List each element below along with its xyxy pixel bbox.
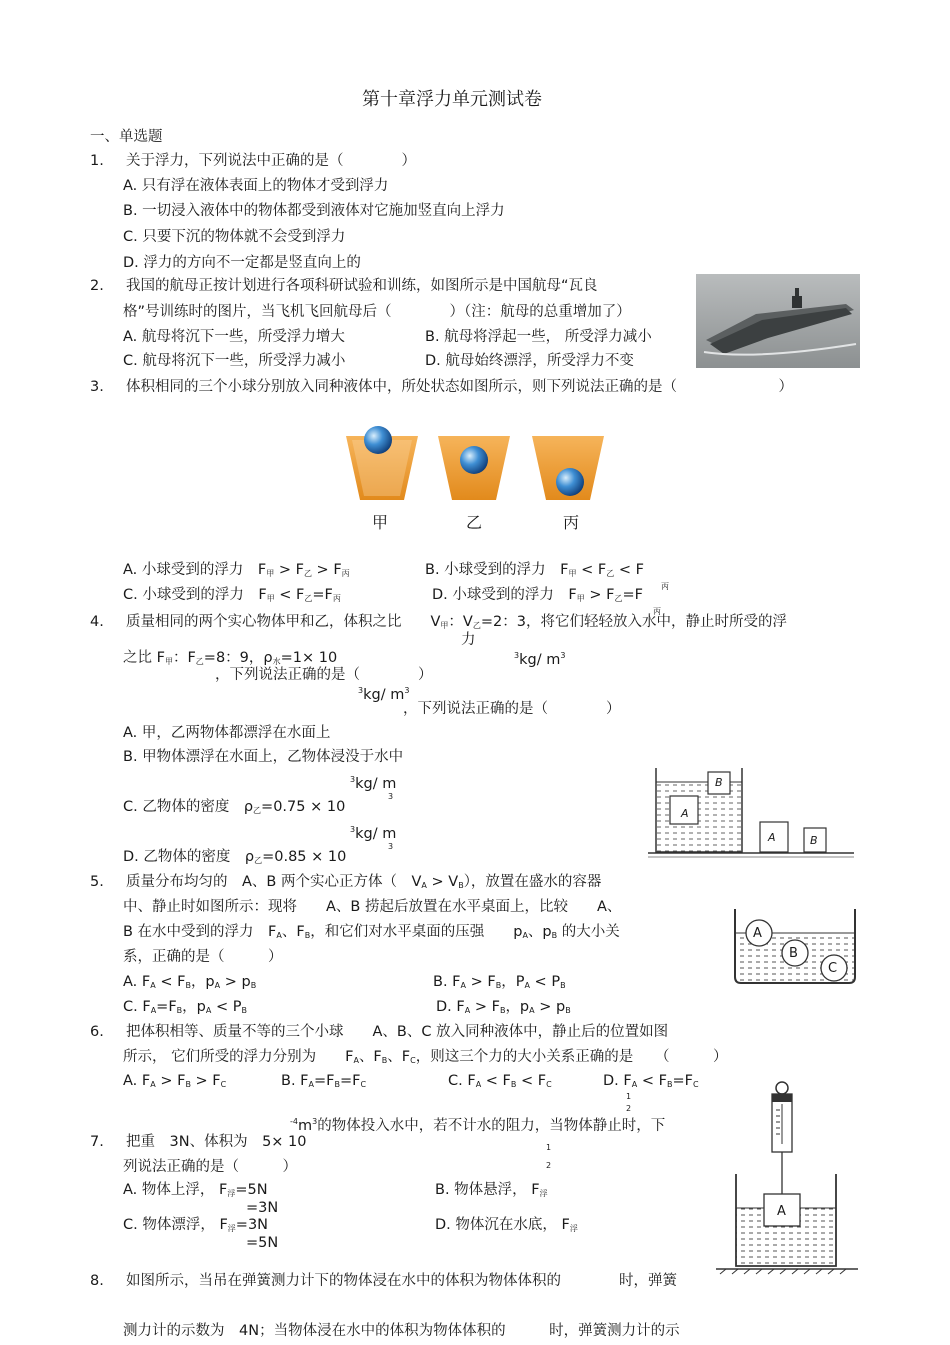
q3-option-c-rest2: =F — [312, 587, 333, 603]
q4-option-b: B. 甲物体漂浮在水面上，乙物体浸没于水中 — [123, 749, 404, 765]
q2-stem-line1: 我国的航母正按计划进行各项科研试验和训练，如图所示是中国航母“瓦良 — [126, 278, 598, 294]
sub: A — [475, 1080, 482, 1089]
q3-option-a — [123, 561, 350, 583]
sup: 3 — [514, 651, 520, 660]
cup-bing — [532, 436, 604, 500]
q7-half-den-2: 2 — [546, 1161, 552, 1170]
q7-stem-line2: 列说法正确的是（ ） — [123, 1159, 297, 1175]
sub: 乙 — [303, 569, 312, 578]
q4-stem-part: 质量相同的两个实心物体甲和乙，体积之比 V — [126, 614, 441, 630]
q6-option-b — [281, 1072, 366, 1094]
q6-stem-part: 、F — [387, 1049, 411, 1065]
opt-part: B. F — [433, 974, 461, 990]
q5-stem-part: B 在水中受到的浮力 F — [123, 924, 277, 940]
sub: A — [464, 1006, 471, 1015]
sub: 乙 — [254, 856, 263, 865]
sub: A — [308, 1080, 314, 1089]
q7-option-c-line2: =5N — [246, 1235, 279, 1251]
q4-unit4-exp: 3 — [388, 842, 394, 851]
sub: B — [381, 1056, 388, 1065]
q5-number: 5. — [90, 874, 104, 890]
opt-part: < P — [211, 999, 242, 1015]
sub: B — [185, 981, 191, 990]
sub: 丙 — [341, 569, 350, 578]
q7-option-a-line2: =3N — [246, 1200, 279, 1216]
q7-frag-part: m — [297, 1118, 313, 1134]
q6-fig-label-a: A — [753, 926, 762, 941]
q2-number: 2. — [90, 278, 104, 294]
opt-part: D. F — [603, 1073, 632, 1089]
opt-part: =5N — [235, 1182, 268, 1198]
sub: 浮 — [539, 1189, 548, 1198]
q3-option-d-sub-bing: 丙 — [653, 607, 661, 616]
q5-option-b — [433, 973, 566, 995]
q3-option-d-rest2: =F — [622, 587, 643, 603]
q4-option-d-text: D. 乙物体的密度 ρ — [123, 849, 255, 865]
q3-option-b-rest2: < F — [614, 562, 644, 578]
opt-part: < P — [529, 974, 561, 990]
opt-part: C. F — [448, 1073, 476, 1089]
q7-fragment-top — [290, 1113, 665, 1135]
q7-option-b — [435, 1181, 548, 1203]
sub: 甲 — [440, 621, 449, 630]
sup: 3 — [350, 775, 356, 784]
q4-stem-part: 之比 F — [123, 650, 165, 666]
q5-stem-line2: 中、静止时如图所示：现将 A、B 捞起后放置在水平桌面上，比较 A、 — [123, 899, 622, 915]
sub: B — [176, 1006, 183, 1015]
q4-li: 力 — [461, 632, 476, 648]
q3-option-a-rest2: > F — [311, 562, 342, 578]
q5-option-a — [123, 973, 256, 995]
q7-option-d — [435, 1216, 578, 1238]
section-heading: 一、单选题 — [90, 129, 163, 145]
sub: 浮 — [227, 1224, 236, 1233]
q2-option-c: C. 航母将沉下一些，所受浮力减小 — [123, 353, 346, 369]
sub: B — [304, 931, 311, 940]
q5-stem-line4: 系，正确的是（ ） — [123, 949, 283, 965]
opt-part: ，p — [505, 999, 530, 1015]
opt-part: < F — [155, 974, 186, 990]
q5-stem-part: 质量分布均匀的 A、B 两个实心正方体（ V — [126, 874, 422, 890]
cup-label-bing: 丙 — [563, 513, 580, 532]
q5-fig-label-a2: A — [768, 831, 776, 844]
sub: A — [421, 881, 427, 890]
opt-part: > p — [220, 974, 251, 990]
q4-unit-text: kg/ m — [519, 652, 561, 668]
q2-option-a: A. 航母将沉下一些，所受浮力增大 — [123, 329, 345, 345]
q7-half-num-2: 1 — [546, 1143, 552, 1152]
sub: 丙 — [332, 594, 341, 603]
sub: C — [692, 1080, 699, 1089]
q7-frag-part: 的物体投入水中，若不计水的阻力，当物体静止时，下 — [317, 1118, 666, 1134]
q4-stem-part: =2：3，将它们轻轻放入水中，静止时所受的浮 — [480, 614, 787, 630]
q3-option-b-text: B. 小球受到的浮力 F — [425, 562, 569, 578]
q4-option-c — [123, 798, 345, 820]
q3-option-b-rest: < F — [576, 562, 607, 578]
q8-number: 8. — [90, 1273, 104, 1289]
q5-fig-label-b2: B — [810, 834, 818, 847]
q4-unit-text: kg/ m — [363, 687, 405, 703]
q6-stem-line1: 把体积相等、质量不等的三个小球 A、B、C 放入同种液体中，静止后的位置如图 — [126, 1024, 669, 1040]
q6-stem-part: 所示， 它们所受的浮力分别为 F — [123, 1049, 354, 1065]
q4-unit-text: kg/ m — [355, 826, 397, 842]
sub: A — [460, 981, 466, 990]
opt-part: =F — [314, 1073, 335, 1089]
q5-stem-part: 、p — [527, 924, 552, 940]
q4-unit-text: kg/ m — [355, 776, 397, 792]
q5-stem-part: ，和它们对水平桌面的压强 p — [310, 924, 523, 940]
sub: B — [510, 1080, 517, 1089]
q4-stem-line1 — [126, 613, 787, 635]
cup-jia — [346, 426, 418, 500]
opt-part: C. 物体漂浮， F — [123, 1217, 228, 1233]
opt-part: D. 物体沉在水底， F — [435, 1217, 570, 1233]
q4-option-c-rest: =0.75 × 10 — [261, 799, 346, 815]
q4-option-d — [123, 848, 346, 870]
q7-half-den-1: 2 — [626, 1104, 632, 1113]
q4-stem-part: =1× 10 — [280, 650, 338, 666]
q8-stem-line2: 测力计的示数为 4N；当物体浸在水中的体积为物体体积的 时，弹簧测力计的示 — [123, 1323, 680, 1339]
sub: A — [631, 1080, 638, 1089]
q1-stem: 关于浮力，下列说法中正确的是（ ） — [126, 153, 416, 169]
q2-stem-line2: 格”号训练时的图片，当飞机飞回航母后（ ）（注：航母的总重增加了） — [123, 304, 631, 320]
sub: A — [353, 1056, 359, 1065]
sub: 乙 — [472, 621, 481, 630]
q4-unit2 — [358, 682, 409, 704]
sub: 甲 — [164, 657, 173, 666]
q7-stem: 把重 3N、体积为 5× 10 — [126, 1134, 307, 1150]
q2-option-b: B. 航母将浮起一些， 所受浮力减小 — [425, 329, 652, 345]
opt-part: B. F — [281, 1073, 309, 1089]
sub: C — [546, 1080, 552, 1089]
sub: A — [150, 1080, 156, 1089]
cup-label-yi: 乙 — [466, 513, 483, 532]
sub: A — [522, 931, 528, 940]
sub: B — [666, 1080, 673, 1089]
opt-part: < F — [637, 1073, 667, 1089]
sub: A — [214, 981, 221, 990]
q4-stem-part: ：V — [448, 614, 473, 630]
q7-number: 7. — [90, 1134, 104, 1150]
q6-option-a — [123, 1072, 226, 1094]
sub: B — [241, 1006, 247, 1015]
q6-stem-part: ，则这三个力的大小关系正确的是 （ ） — [415, 1049, 728, 1065]
opt-part: A. F — [123, 974, 151, 990]
cup-label-jia: 甲 — [372, 513, 389, 532]
sub: A — [205, 1006, 212, 1015]
q4-option-c-text: C. 乙物体的密度 ρ — [123, 799, 254, 815]
sub: A — [529, 1006, 535, 1015]
opt-part: =F — [672, 1073, 693, 1089]
opt-part: > F — [470, 999, 500, 1015]
sub: 乙 — [614, 594, 623, 603]
sub: 甲 — [266, 594, 275, 603]
q4-option-a: A. 甲，乙两物体都漂浮在水面上 — [123, 725, 331, 741]
sub: B — [250, 981, 257, 990]
q7-spring-scale-figure — [716, 1080, 858, 1276]
sub: 浮 — [569, 1224, 578, 1233]
sup: 3 — [312, 1117, 318, 1126]
sub: 甲 — [568, 569, 577, 578]
sup: 3 — [560, 651, 566, 660]
q6-option-c — [448, 1072, 552, 1094]
opt-part: D. F — [436, 999, 465, 1015]
opt-part: > F — [190, 1073, 221, 1089]
q5-option-d — [436, 998, 571, 1020]
q3-option-c-rest: < F — [274, 587, 305, 603]
q3-stem: 体积相同的三个小球分别放入同种液体中，所处状态如图所示，则下列说法正确的是（ ） — [126, 379, 793, 395]
q8-stem-line1: 如图所示，当吊在弹簧测力计下的物体浸在水中的体积为物体体积的 时，弹簧 — [126, 1273, 677, 1289]
opt-part: > p — [534, 999, 566, 1015]
opt-part: C. F — [123, 999, 151, 1015]
sub: 乙 — [304, 594, 313, 603]
sub: A — [150, 1006, 157, 1015]
q7-fig-label-a: A — [777, 1204, 786, 1219]
q5-stem-part: > V — [426, 874, 459, 890]
page-title: 第十章浮力单元测试卷 — [362, 89, 542, 110]
q3-option-a-rest: > F — [274, 562, 304, 578]
q3-option-b-sub-bing: 丙 — [661, 582, 669, 591]
ball-bing — [556, 468, 584, 496]
q1-option-c: C. 只要下沉的物体就不会受到浮力 — [123, 229, 346, 245]
opt-part: A. 物体上浮， F — [123, 1182, 228, 1198]
sub: 乙 — [253, 806, 262, 815]
q5-stem-line1 — [126, 873, 601, 895]
q1-option-a: A. 只有浮在液体表面上的物体才受到浮力 — [123, 178, 389, 194]
opt-part: ，p — [182, 999, 206, 1015]
sub: 浮 — [227, 1189, 236, 1198]
aircraft-carrier-photo — [696, 274, 860, 368]
q3-option-d-text: D. 小球受到的浮力 F — [432, 587, 577, 603]
opt-part: ，P — [501, 974, 525, 990]
sub: 甲 — [266, 569, 275, 578]
opt-part: =F — [156, 999, 177, 1015]
sub: B — [185, 1080, 191, 1089]
q7-half-num-1: 1 — [626, 1092, 632, 1101]
sub: B — [458, 881, 464, 890]
opt-part: > F — [466, 974, 496, 990]
q5-stem-line3 — [123, 923, 620, 945]
q3-option-c-text: C. 小球受到的浮力 F — [123, 587, 267, 603]
q5-stem-part: ），放置在盛水的容器 — [463, 874, 602, 890]
q6-fig-label-b: B — [789, 946, 798, 961]
sub: B — [565, 1006, 571, 1015]
q4-number: 4. — [90, 614, 104, 630]
q5-option-c — [123, 998, 247, 1020]
q4-fragment2: ，下列说法正确的是（ ） — [403, 701, 621, 717]
sub: B — [560, 981, 566, 990]
q6-stem-part: 、F — [358, 1049, 382, 1065]
q3-option-c — [123, 586, 341, 608]
sub: A — [276, 931, 282, 940]
sub: 乙 — [606, 569, 615, 578]
sup: 3 — [350, 825, 356, 834]
sub: B — [334, 1080, 340, 1089]
sub: C — [410, 1056, 416, 1065]
sup: 3 — [404, 686, 410, 695]
sup: -4 — [290, 1117, 298, 1126]
q3-option-b — [425, 561, 644, 583]
q1-number: 1. — [90, 153, 104, 169]
q5-stem-part: 的大小关 — [557, 924, 620, 940]
q4-unit1 — [514, 647, 565, 669]
q4-unit3-exp: 3 — [388, 792, 394, 801]
opt-part: < F — [516, 1073, 547, 1089]
opt-part: B. 物体悬浮， F — [435, 1182, 540, 1198]
sub: C — [360, 1080, 367, 1089]
q6-fig-label-c: C — [828, 961, 838, 976]
sub: 乙 — [195, 657, 204, 666]
sub: 水 — [272, 657, 281, 666]
opt-part: > F — [155, 1073, 186, 1089]
q3-option-d — [432, 586, 643, 608]
opt-part: ，p — [190, 974, 215, 990]
sub: 甲 — [576, 594, 585, 603]
ball-jia — [364, 426, 392, 454]
q5-container-figure — [648, 764, 854, 860]
q3-number: 3. — [90, 379, 104, 395]
ball-yi — [460, 446, 488, 474]
q5-fig-label-a1: A — [681, 807, 689, 820]
sup: 3 — [358, 686, 364, 695]
sub: B — [499, 1006, 506, 1015]
opt-part: =F — [340, 1073, 361, 1089]
q4-stem-part: =8：9，ρ — [203, 650, 273, 666]
q3-option-a-text: A. 小球受到的浮力 F — [123, 562, 267, 578]
q2-option-d: D. 航母始终漂浮，所受浮力不变 — [425, 353, 634, 369]
cup-yi — [438, 436, 510, 500]
opt-part: =3N — [235, 1217, 269, 1233]
q4-stem-part: ：F — [172, 650, 196, 666]
sub: C — [220, 1080, 227, 1089]
three-cups-figure — [336, 420, 626, 520]
q6-number: 6. — [90, 1024, 104, 1040]
q4-option-d-rest: =0.85 × 10 — [262, 849, 347, 865]
q4-fragment1: ，下列说法正确的是（ ） — [215, 667, 433, 683]
opt-part: A. F — [123, 1073, 151, 1089]
q5-fig-label-b1: B — [715, 776, 723, 789]
q6-stem-line2 — [123, 1048, 727, 1070]
sub: A — [150, 981, 156, 990]
sub: A — [524, 981, 530, 990]
sub: B — [495, 981, 502, 990]
opt-part: < F — [481, 1073, 511, 1089]
sub: B — [551, 931, 558, 940]
q3-option-d-rest: > F — [584, 587, 615, 603]
q6-option-d — [603, 1072, 699, 1094]
q1-option-d: D. 浮力的方向不一定都是竖直向上的 — [123, 255, 361, 271]
q5-stem-part: 、F — [281, 924, 305, 940]
q1-option-b: B. 一切浸入液体中的物体都受到液体对它施加竖直向上浮力 — [123, 203, 505, 219]
